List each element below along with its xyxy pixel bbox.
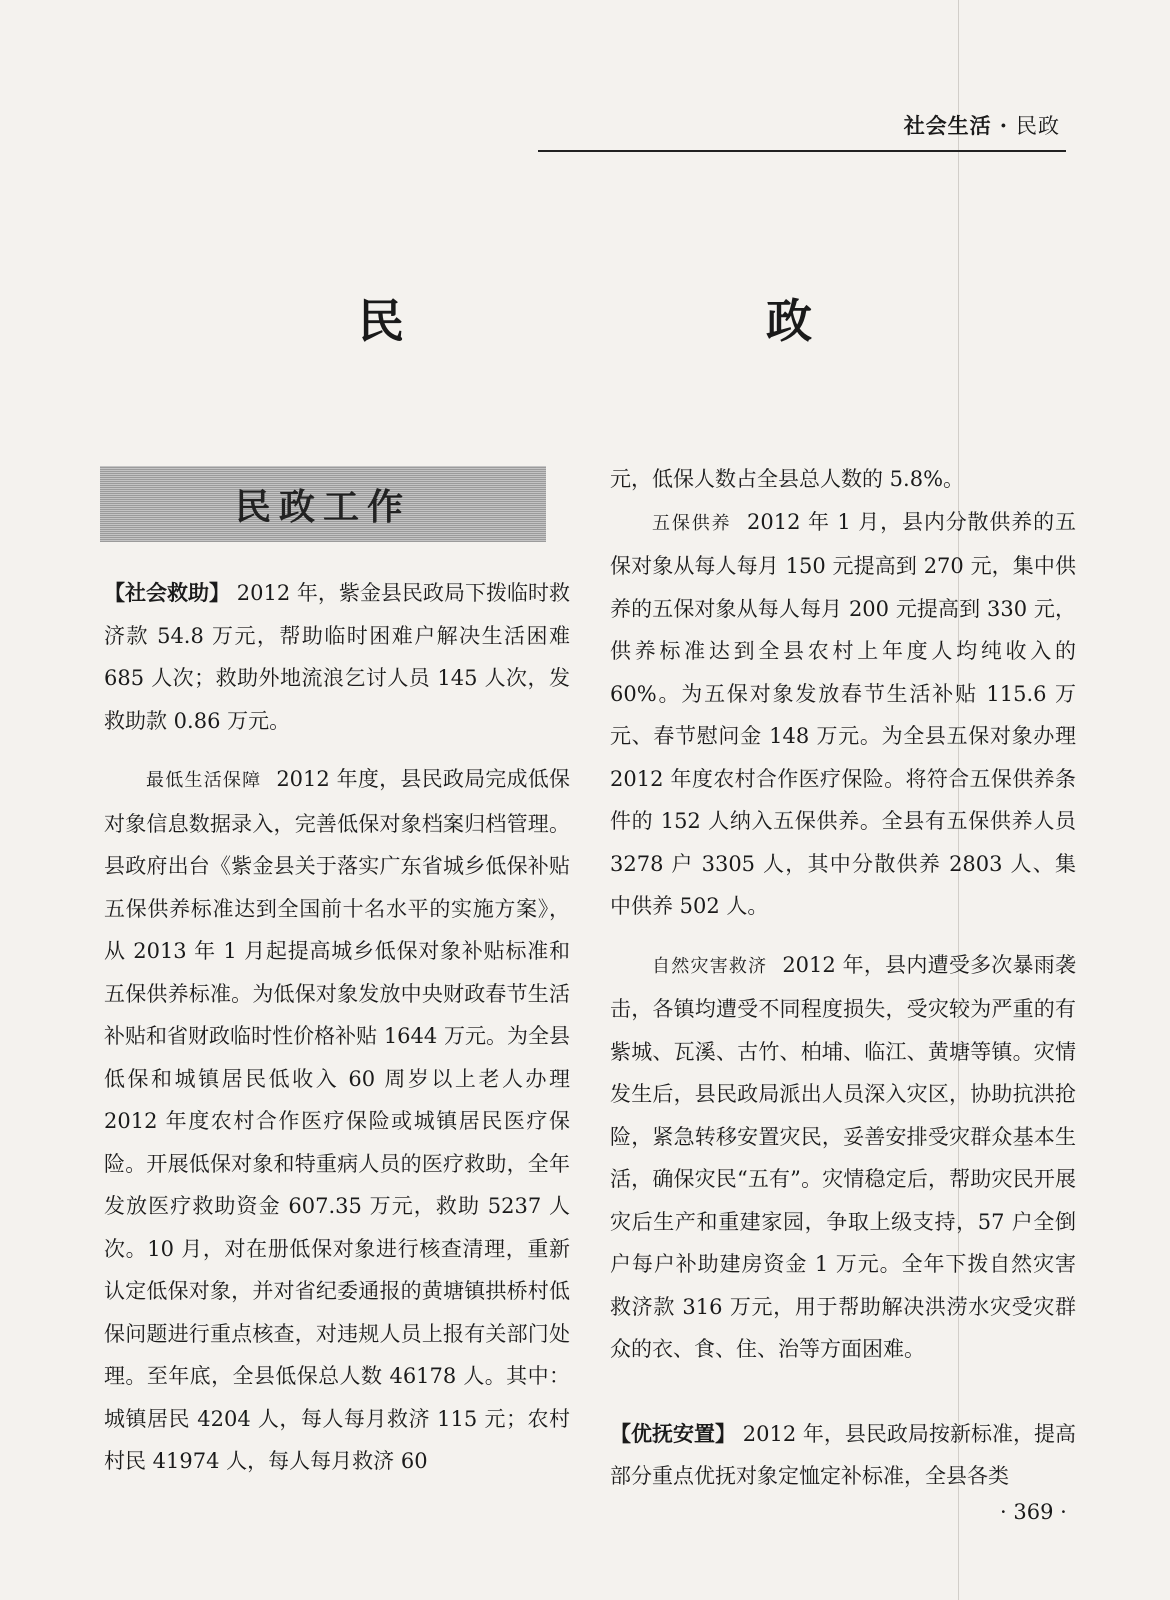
header-section: 社会生活 xyxy=(903,113,992,138)
paragraph-text: 2012 年，紫金县民政局下拨临时救济款 54.8 万元，帮助临时困难户解决生活困难 685 人次；救助外地流浪乞讨人员 145 人次，发救助款 0.86 万元。 xyxy=(104,581,570,733)
right-column xyxy=(610,458,1076,1498)
section-banner xyxy=(100,466,546,542)
paragraph-text: 2012 年，县民政局按新标准，提高部分重点优抚对象定恤定补标准，全县各类 xyxy=(610,1421,1076,1488)
paragraph-minimum-living xyxy=(104,758,570,1483)
section-heading-preferential-care: 【优抚安置】 xyxy=(610,1421,737,1446)
chapter-title: 民 政 xyxy=(358,294,902,348)
page-number: · 369 · xyxy=(1000,1500,1067,1524)
running-header xyxy=(904,110,1060,140)
paragraph-five-guarantees xyxy=(610,501,1076,928)
paragraph-text: 2012 年度，县民政局完成低保对象信息数据录入，完善低保对象档案归档管理。县政府出台《紫金县关于落实广东省城乡低保补贴五保供养标准达到全国前十名水平的实施方案》，从 2013 年 1 月起提高城乡低保对象补贴标准和五保供养标准。为低保对象发放中央财政春节生活补贴和省财政临时性价格补贴 1644 万元。为全县低保和城镇居民低收入 60 周岁以上老人办理 2012 年度农村合作医疗保险或城镇居民医疗保险。开展低保对象和特重病人员的医疗救助，全年发放医疗救助资金 607.35 万元，救助 5237 人次。10 月，对在册低保对象进行核查清理，重新认定低保对象，并对省纪委通报的黄塘镇拱桥村低保问题进行重点核查，对违规人员上报有关部门处理。至年底，全县低保总人数 46178 人。其中：城镇居民 4204 人，每人每月救济 115 元；农村村民 41974 人，每人每月救济 60 xyxy=(104,767,571,1473)
section-banner-text: 民政工作 xyxy=(234,486,411,528)
paragraph-continuation: 元，低保人数占全县总人数的 5.8%。 xyxy=(610,467,965,491)
header-subsection: 民政 xyxy=(1016,114,1060,138)
left-column xyxy=(104,572,570,1483)
paragraph-text: 2012 年 1 月，县内分散供养的五保对象从每人每月 150 元提高到 270 元，集中供养的五保对象从每人每月 200 元提高到 330 元，供养标准达到全县农村上年度人均纯收入的 60%。为五保对象发放春节生活补贴 115.6 万元、春节慰问金 148 万元。为全县五保对象办理 2012 年度农村合作医疗保险。将符合五保供养条件的 152 人纳入五保供养。全县有五保供养人员 3278 户 3305 人，其中分散供养 2803 人、集中供养 502 人。 xyxy=(610,509,1077,918)
subheading-five-guarantees: 五保供养 xyxy=(652,512,732,534)
paragraph-disaster-relief xyxy=(610,944,1076,1371)
subheading-minimum-living: 最低生活保障 xyxy=(146,770,262,791)
paragraph-preferential-care xyxy=(610,1413,1076,1498)
section-heading-social-relief: 【社会救助】 xyxy=(104,581,231,605)
paragraph-text: 2012 年，县内遭受多次暴雨袭击，各镇均遭受不同程度损失，受灾较为严重的有紫城、瓦溪、古竹、柏埔、临江、黄塘等镇。灾情发生后，县民政局派出人员深入灾区，协助抗洪抢险，紧急转移安置灾民，妥善安排受灾群众基本生活，确保灾民“五有”。灾情稳定后，帮助灾民开展灾后生产和重建家园，争取上级支持，57 户全倒户每户补助建房资金 1 万元。全年下拨自然灾害救济款 316 万元，用于帮助解决洪涝水灾受灾群众的衣、食、住、治等方面困难。 xyxy=(610,952,1077,1361)
header-rule xyxy=(538,150,1066,152)
header-separator: · xyxy=(999,113,1008,138)
subheading-disaster-relief: 自然灾害救济 xyxy=(652,955,768,977)
paragraph-social-relief xyxy=(104,572,570,742)
